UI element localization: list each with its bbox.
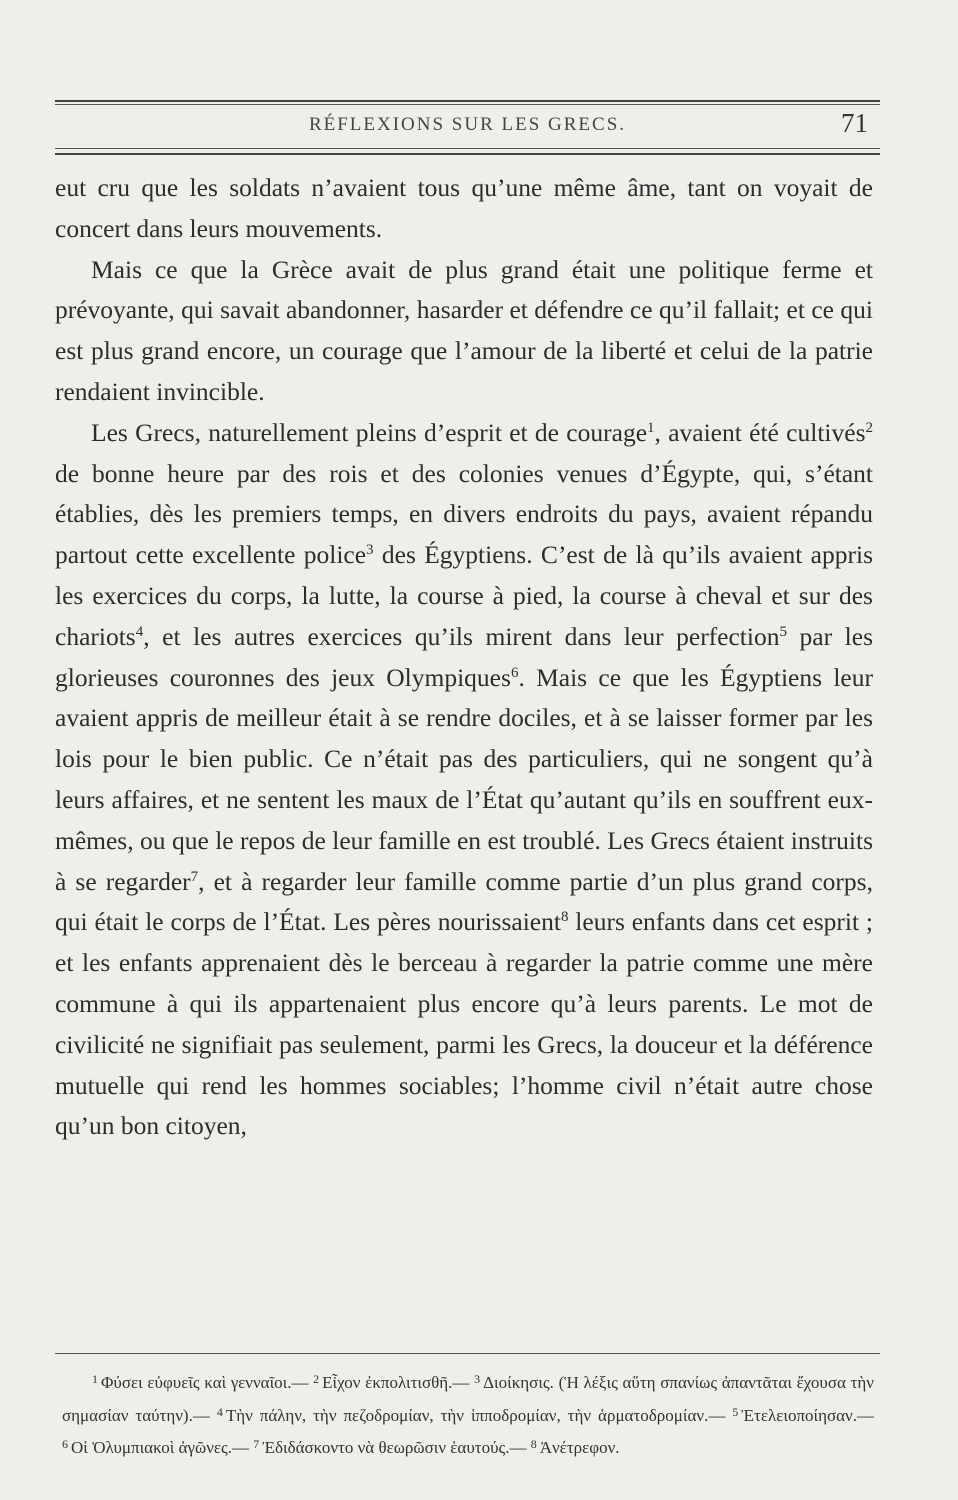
footnote-block	[62, 1365, 874, 1463]
text-segment: , avaient été cultivés	[654, 417, 866, 447]
paragraph-1: eut cru que les soldats n’avaient tous qu’une même âme, tant on voyait de concert dans leurs mouvements.	[55, 173, 873, 243]
footnote-text: Ἀνέτρεφον.	[539, 1438, 620, 1457]
header-rule-top-thin	[55, 104, 880, 105]
header-rule-bottom	[55, 148, 880, 149]
footnote-number: 7	[253, 1437, 260, 1451]
text-segment: . Mais ce que les Égyptiens leur avaient appris de meilleur était à se rendre dociles, et à se laisser former par les lois pour le bien public. Ce n’était pas des particuliers, qui ne songent qu’à leurs affaires, et ne sentent les maux de l’État qu’autant qu’ils en souffrent eux-mêmes, ou que le repos de leur famille en est troublé. Les Grecs étaient instruits à se regarder	[55, 662, 873, 896]
text-segment: leurs enfants dans cet esprit ; et les enfants apprenaient dès le berceau à regarder la patrie comme une mère commune à qui ils appartenaient plus encore qu’à leurs parents. Le mot de civilicité ne signifiait pas seulement, parmi les Grecs, la douceur et la déférence mutuelle qui rend les hommes sociables; l’homme civil n’était autre chose qu’un bon citoyen,	[55, 907, 874, 1141]
paragraph-3	[55, 413, 873, 1147]
footnote-rule	[55, 1353, 880, 1354]
footnote-ref: 8	[560, 909, 569, 926]
running-head	[55, 108, 880, 140]
text-segment: Les Grecs, naturellement pleins d’esprit et de courage	[91, 417, 648, 447]
footnote-number: 3	[474, 1372, 481, 1386]
footnote-text: Οἱ Ὀλυμπιακοὶ ἀγῶνες.—	[71, 1438, 254, 1457]
page-title: RÉFLEXIONS SUR LES GRECS.	[308, 114, 627, 135]
page-number: 71	[841, 108, 868, 138]
footnote-number: 1	[92, 1372, 98, 1386]
footnote-ref: 6	[510, 664, 519, 681]
footnote-number: 5	[732, 1404, 739, 1419]
footnote-ref: 7	[190, 868, 199, 885]
footnote-number: 2	[313, 1372, 320, 1386]
footnote-number: 4	[216, 1404, 223, 1419]
footnote-ref: 4	[135, 623, 144, 640]
footnote-ref: 5	[779, 623, 787, 640]
text-segment: , et les autres exercices qu’ils mirent dans leur perfection	[143, 621, 780, 651]
footnote-text: Εἶχον ἐκπολιτισθῆ.—	[322, 1373, 475, 1392]
footnote-text: Ἐδιδάσκοντο νὰ θεωρῶσιν ἑαυτούς.—	[262, 1438, 531, 1457]
text-segment: , et à regarder leur famille comme partie d’un plus grand corps, qui était le corps de l’État. Les pères nourissaient	[55, 866, 873, 937]
text-segment: de bonne heure par des rois et des colonies venues d’Égypte, qui, s’étant établies, dès les premiers temps, en divers endroits du pays, avaient répandu partout cette excellente police	[55, 458, 873, 570]
footnote-ref: 2	[865, 419, 873, 436]
footnotes	[62, 1365, 874, 1463]
footnote-text: Διοίκησις. (Ἡ λέξις αὕτη σπανίως ἀπαντᾶται ἔχουσα τὴν σημασίαν ταύτην).—	[62, 1373, 874, 1425]
header-rule-bottom-thick	[55, 153, 880, 155]
footnote-text: Ἐτελειοποίησαν.—	[741, 1405, 874, 1425]
footnote-ref: 1	[647, 419, 655, 436]
text-segment: des Égyptiens. C’est de là qu’ils avaient appris les exercices du corps, la lutte, la course à pied, la course à cheval et sur des chariots	[55, 540, 873, 651]
footnote-ref: 3	[366, 542, 374, 559]
footnote-text: Τὴν πάλην, τὴν πεζοδρομίαν, τὴν ἱπποδρομίαν, τὴν ἁρματοδρομίαν.—	[225, 1405, 733, 1425]
header-rule-top	[55, 100, 880, 102]
text-segment: par les glorieuses couronnes des jeux Olympiques	[55, 621, 873, 692]
body-text	[55, 168, 873, 1147]
paragraph-2: Mais ce que la Grèce avait de plus grand était une politique ferme et prévoyante, qui savait abandonner, hasarder et défendre ce qu’il fallait; et ce qui est plus grand encore, un courage que l’amour de la liberté et celui de la patrie rendaient invincible.	[55, 254, 873, 406]
footnote-text: Φύσει εὐφυεῖς καὶ γενναῖοι.—	[101, 1373, 314, 1392]
footnote-number: 8	[530, 1437, 537, 1451]
footnote-number: 6	[62, 1437, 68, 1451]
